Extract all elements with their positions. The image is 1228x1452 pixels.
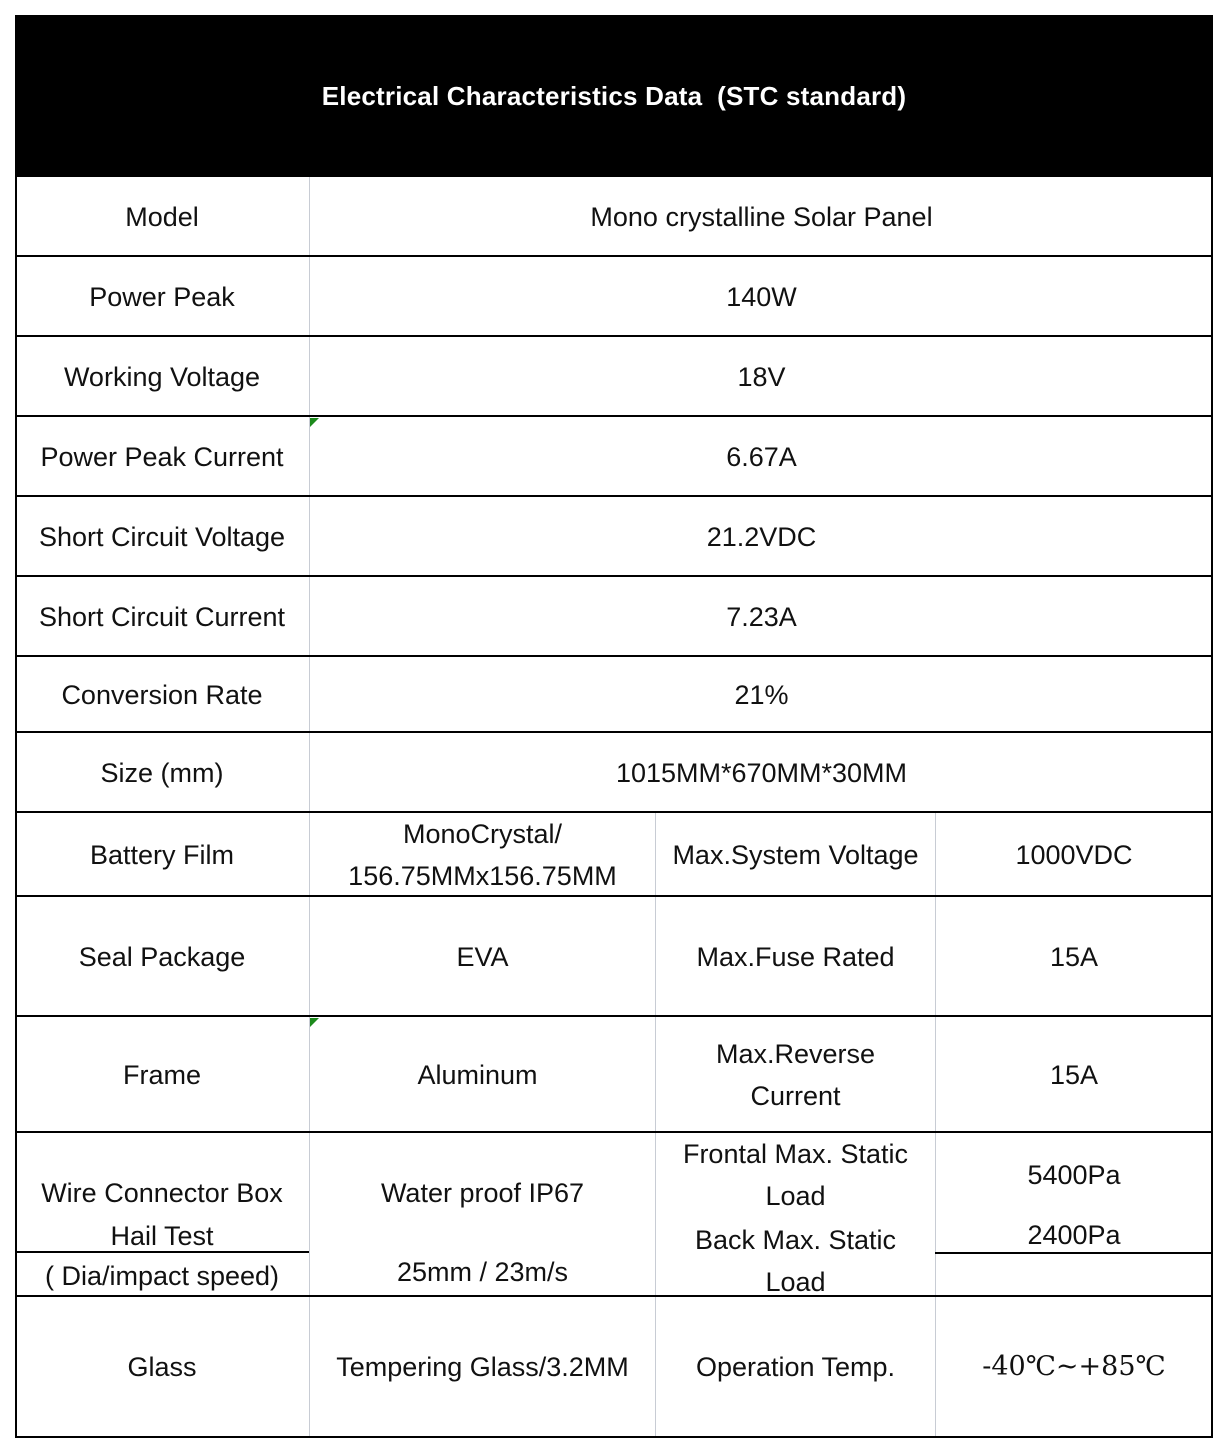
short-circuit-voltage-label: Short Circuit Voltage — [38, 521, 286, 552]
working-voltage-label: Working Voltage — [63, 361, 261, 392]
frontal-max-static-load-value: 5400Pa — [1027, 1160, 1121, 1190]
frontal-max-static-load-label-line1: Frontal Max. Static — [682, 1139, 909, 1169]
model-value: Mono crystalline Solar Panel — [590, 201, 933, 232]
model-label: Model — [125, 201, 199, 232]
back-max-static-load-label-line1: Back Max. Static — [694, 1225, 897, 1255]
back-max-static-load-value: 2400Pa — [1027, 1220, 1121, 1250]
frontal-max-static-load-label-line2: Load — [765, 1181, 826, 1211]
max-reverse-current-label-line1: Max.Reverse — [715, 1038, 876, 1069]
size-value: 1015MM*670MM*30MM — [615, 757, 908, 788]
glass-label: Glass — [127, 1351, 197, 1382]
conversion-rate-value: 21% — [734, 679, 789, 710]
battery-film-label: Battery Film — [89, 839, 235, 870]
power-peak-current-label: Power Peak Current — [40, 441, 284, 472]
hail-test-label-line1: Hail Test — [110, 1221, 214, 1251]
table-title: Electrical Characteristics Data (STC standard) — [321, 80, 907, 111]
battery-film-value — [310, 813, 655, 896]
power-peak-current-value: 6.67A — [726, 441, 797, 472]
max-reverse-current-label-line2: Current — [750, 1080, 841, 1111]
table-title-bar — [15, 15, 1213, 177]
size-label: Size (mm) — [100, 757, 224, 788]
conversion-rate-label: Conversion Rate — [61, 679, 263, 710]
operation-temp-value: -40℃~+85℃ — [982, 1350, 1166, 1382]
max-system-voltage-label: Max.System Voltage — [672, 839, 919, 870]
short-circuit-current-label: Short Circuit Current — [38, 601, 286, 632]
max-reverse-current-value: 15A — [1049, 1059, 1099, 1090]
row-border — [15, 1436, 1213, 1438]
battery-film-value-line2: 156.75MMx156.75MM — [348, 860, 617, 891]
max-fuse-rated-value: 15A — [1049, 941, 1099, 972]
battery-film-value-line1: MonoCrystal/ — [402, 818, 563, 849]
wire-connector-box-label: Wire Connector Box — [41, 1177, 283, 1208]
hail-test-value: 25mm / 23m/s — [396, 1257, 569, 1287]
frontal-max-static-load-label — [656, 1133, 935, 1217]
seal-package-label: Seal Package — [78, 941, 246, 972]
glass-value: Tempering Glass/3.2MM — [336, 1351, 629, 1382]
short-circuit-voltage-value: 21.2VDC — [706, 521, 817, 552]
operation-temp-label: Operation Temp. — [695, 1351, 896, 1382]
max-system-voltage-value: 1000VDC — [1015, 839, 1133, 870]
max-reverse-current-label — [656, 1017, 935, 1132]
working-voltage-value: 18V — [737, 361, 786, 392]
power-peak-label: Power Peak — [89, 281, 235, 312]
frame-value: Aluminum — [417, 1059, 538, 1090]
hail-test-label-line2: ( Dia/impact speed) — [44, 1261, 280, 1291]
seal-package-value: EVA — [456, 941, 509, 972]
back-max-static-load-label-line2: Load — [765, 1267, 826, 1297]
frame-label: Frame — [122, 1059, 201, 1090]
short-circuit-current-value: 7.23A — [726, 601, 797, 632]
wire-connector-box-value: Water proof IP67 — [380, 1177, 585, 1208]
spec-table — [15, 177, 1213, 1438]
power-peak-value: 140W — [726, 281, 797, 312]
max-fuse-rated-label: Max.Fuse Rated — [696, 941, 895, 972]
back-max-static-load-label — [656, 1219, 935, 1303]
spec-sheet — [15, 15, 1213, 1438]
